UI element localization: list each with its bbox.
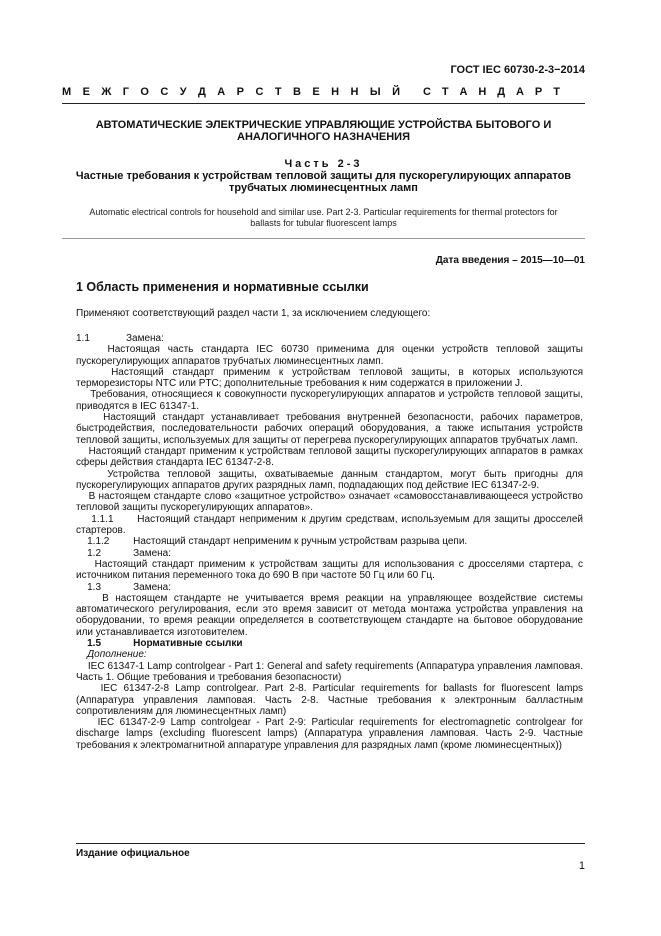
clause-1-5	[76, 638, 583, 649]
title-line: АВТОМАТИЧЕСКИЕ ЭЛЕКТРИЧЕСКИЕ УПРАВЛЯЮЩИЕ УСТРОЙСТВА БЫТОВОГО И	[95, 119, 552, 131]
paragraph-text: В настоящем стандарте слово «защитное устройство» означает «самовосстанавливающееся устройство тепловой защиты пускорегулирующих аппаратов».	[76, 491, 583, 514]
clause-number: 1.3	[87, 581, 102, 593]
banner-letter: У	[179, 86, 187, 98]
paragraph-text: Дополнение:	[87, 649, 147, 661]
english-title-line: ballasts for tubular fluorescent lamps	[250, 218, 397, 228]
paragraph	[76, 593, 583, 638]
page-number: 1	[578, 860, 585, 872]
paragraph-text: IEC 61347-2-9 Lamp controlgear - Part 2-9: Particular requirements for electromagnetic controlgear for discharge lamps (excluding fluorescent lamps) (Аппаратура управления ламповая. Часть 2-9. Частные требования к электромагнитной аппаратуре управления для разрядных ламп (кроме люминесцентных))	[76, 717, 583, 751]
banner-letter: С	[160, 86, 169, 98]
paragraph-text: Требования, относящиеся к совокупности пускорегулирующих аппаратов и устройств тепловой защиты, приводятся в IEC 61347-1.	[76, 389, 583, 412]
banner-letter: С	[255, 86, 264, 98]
banner-letter: Р	[534, 86, 543, 98]
interstate-word	[62, 86, 400, 98]
title-divider	[62, 238, 585, 239]
paragraph	[76, 389, 583, 412]
paragraph-text: IEC 61347-2-8 Lamp controlgear. Part 2-8. Particular requirements for ballasts for fluorescent lamps (Аппаратура управления ламповая. Часть 2-8. Частные требования к электронным балластным сопротивлениям для люминесцентных ламп)	[76, 683, 583, 717]
paragraph-text: Настоящая часть стандарта IEC 60730 применима для оценки устройств тепловой защиты пускорегулирующих аппаратов трубчатых люминесцентных ламп.	[76, 344, 583, 367]
clause-number: 1.1	[76, 333, 90, 344]
clause-label: Замена:	[126, 333, 164, 344]
edition-note: Издание официальное	[76, 848, 190, 859]
paragraph	[76, 559, 583, 582]
banner-letter: Т	[274, 86, 282, 98]
paragraph-text: Настоящий стандарт применим к устройствам защиты для использования с дросселями стартера, с источником питания переменного тока до 690 В при частоте 50 Гц или 60 Гц.	[76, 558, 583, 582]
banner-letter: Т	[441, 86, 449, 98]
introduction-date: Дата введения – 2015—10—01	[435, 255, 585, 266]
clause-number: 1.5	[87, 638, 102, 650]
paragraph-text: Настоящий стандарт применим к устройствам тепловой защиты, в которых используются терморезисторы NTC или PTC; дополнительные требования к ним содержатся в приложении J.	[76, 366, 583, 390]
document-code: ГОСТ IEC 60730-2-3−2014	[450, 64, 585, 76]
interstate-standard-banner	[62, 86, 560, 98]
paragraph-text: Устройства тепловой защиты, охватываемые данным стандартом, могут быть пригодны для пускорегулирующих аппаратов других разрядных ламп, подпадающих под действие IEC 61347-2-9.	[76, 468, 583, 491]
clause-1-3	[76, 582, 583, 593]
standard-word	[423, 86, 560, 98]
banner-letter: Д	[198, 86, 206, 98]
english-title-line: Automatic electrical controls for household and similar use. Part 2-3. Particular requirements for thermal protectors for	[89, 207, 558, 217]
reference-item	[76, 661, 583, 684]
banner-letter: Ы	[369, 86, 381, 98]
clause-label: Нормативные ссылки	[133, 638, 243, 650]
banner-letter: Г	[122, 86, 129, 98]
clause-1-1-1	[76, 514, 583, 537]
clause-1-2	[76, 548, 583, 559]
paragraph-text: IEC 61347-1 Lamp controlgear - Part 1: General and safety requirements (Аппаратура управления ламповая. Часть 1. Общие требования и требования безопасности)	[76, 660, 583, 683]
banner-letter: А	[459, 86, 468, 98]
clause-1-1	[76, 333, 583, 344]
reference-item	[76, 717, 583, 751]
paragraph	[76, 412, 583, 446]
title-line: АНАЛОГИЧНОГО НАЗНАЧЕНИЯ	[237, 131, 410, 143]
clause-number: 1.1.2	[87, 536, 110, 548]
addition-label	[76, 649, 583, 660]
banner-letter: М	[62, 86, 72, 98]
paragraph-text: Настоящий стандарт неприменим к ручным устройствам разрыва цепи.	[133, 536, 468, 548]
banner-letter: В	[292, 86, 301, 98]
paragraph	[76, 491, 583, 514]
banner-letter: Н	[331, 86, 340, 98]
banner-letter: А	[516, 86, 524, 98]
footer-divider	[76, 843, 585, 844]
paragraph	[76, 446, 583, 469]
banner-letter: Р	[236, 86, 245, 98]
reference-item	[76, 683, 583, 717]
clause-number: 1.1.1	[91, 513, 114, 525]
banner-letter: Д	[497, 86, 506, 98]
clause-number: 1.2	[87, 547, 102, 559]
clause-label: Замена:	[133, 581, 172, 593]
banner-letter: Е	[82, 86, 90, 98]
paragraph-text: В настоящем стандарте не учитывается время реакции на управляющее воздействие системы автоматического регулирования, если это время зависит от метода монтажа устройства управления на оборудовании, то время реакции определяется в соответствующем стандарте на бытовое оборудование или устанавливается изготовителем.	[76, 592, 583, 638]
document-title	[62, 119, 585, 143]
paragraph	[76, 469, 583, 492]
document-body	[76, 333, 583, 751]
paragraph-text: Настоящий стандарт неприменим к другим средствам, используемым для защиты дросселей стартеров.	[76, 513, 583, 537]
banner-letter: Й	[392, 86, 400, 98]
banner-letter: Ж	[101, 86, 112, 98]
paragraph	[76, 367, 583, 390]
paragraph	[76, 344, 583, 367]
english-title	[56, 207, 591, 229]
paragraph-text: Настоящий стандарт применим к устройствам тепловой защиты пускорегулирующих аппаратов в рамках сферы действия стандарта IEC 61347-2-8.	[76, 445, 583, 469]
paragraph-text: Настоящий стандарт устанавливает требования внутренней безопасности, рабочих параметров, быстродействия, последовательности рабочих операций оборудования, а также испытания устройств тепловой защиты, используемых для защиты от перегрева пускорегулирующих аппаратов трубчатых ламп.	[76, 412, 583, 446]
banner-letter: Е	[312, 86, 320, 98]
subtitle-line: Частные требования к устройствам тепловой защиты для пускорегулирующих аппаратов	[75, 170, 572, 182]
document-subtitle	[62, 170, 585, 194]
section-heading: 1 Область применения и нормативные ссылки	[76, 280, 369, 294]
clause-1-1-2	[76, 536, 583, 547]
banner-letter: Н	[478, 86, 487, 98]
clause-label: Замена:	[133, 547, 172, 559]
banner-letter: О	[140, 86, 149, 98]
banner-letter: А	[217, 86, 226, 98]
banner-letter: Т	[553, 86, 560, 98]
applies-statement: Применяют соответствующий раздел части 1, за исключением следующего:	[76, 308, 431, 319]
part-number: Часть 2-3	[284, 158, 363, 170]
banner-letter: Н	[350, 86, 359, 98]
banner-letter: С	[423, 86, 431, 98]
header-divider	[62, 103, 585, 104]
subtitle-line: трубчатых люминесцентных ламп	[229, 182, 418, 194]
